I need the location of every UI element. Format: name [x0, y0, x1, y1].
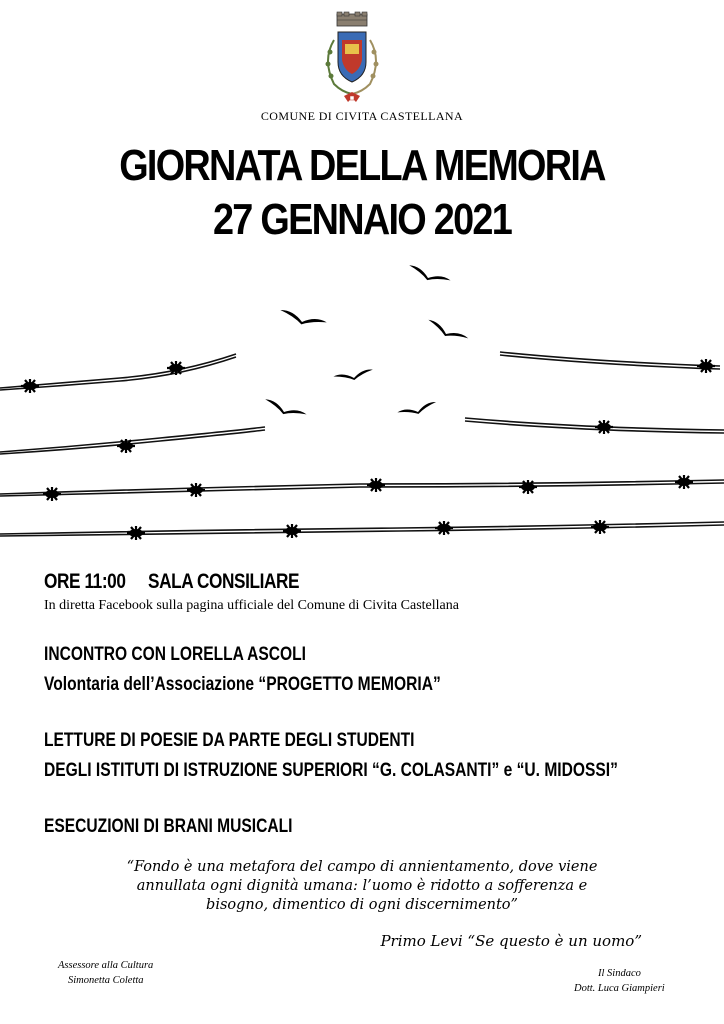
quote-author: Primo Levi “Se questo è un uomo” — [380, 932, 642, 950]
streaming-note: In diretta Facebook sulla pagina ufficiale del Comune di Civita Castellana — [44, 598, 459, 613]
program-item-letture-detail: DEGLI ISTITUTI DI ISTRUZIONE SUPERIORI “G. COLASANTI” e “U. MIDOSSI” — [44, 760, 618, 781]
program-item-incontro: INCONTRO CON LORELLA ASCOLI — [44, 644, 306, 665]
municipality-name: COMUNE DI CIVITA CASTELLANA — [260, 109, 464, 123]
coat-of-arms-icon — [312, 10, 392, 106]
quote-line: “Fondo è una metafora del campo di annientamento, dove viene — [126, 859, 598, 875]
program-item-esecuzioni: ESECUZIONI DI BRANI MUSICALI — [44, 816, 293, 837]
event-date: 27 GENNAIO 2021 — [212, 195, 512, 244]
quote-line: annullata ogni dignità umana: l’uomo è ridotto a sofferenza e — [136, 878, 588, 894]
program-item-letture: LETTURE DI POESIE DA PARTE DEGLI STUDENTI — [44, 730, 415, 751]
sindaco-role: Il Sindaco — [598, 968, 641, 979]
assessore-name: Simonetta Coletta — [68, 975, 144, 986]
sindaco-name: Dott. Luca Giampieri — [574, 983, 665, 994]
assessore-role: Assessore alla Cultura — [58, 960, 154, 971]
program-item-incontro-detail: Volontaria dell’Associazione “PROGETTO MEMORIA” — [44, 674, 441, 695]
event-venue: SALA CONSILIARE — [148, 570, 300, 593]
page-title: GIORNATA DELLA MEMORIA — [119, 141, 605, 190]
quote-line: bisogno, dimentico di ogni discernimento” — [206, 897, 518, 913]
event-time: ORE 11:00 — [44, 570, 126, 593]
barbed-wire-birds-icon — [0, 250, 724, 550]
